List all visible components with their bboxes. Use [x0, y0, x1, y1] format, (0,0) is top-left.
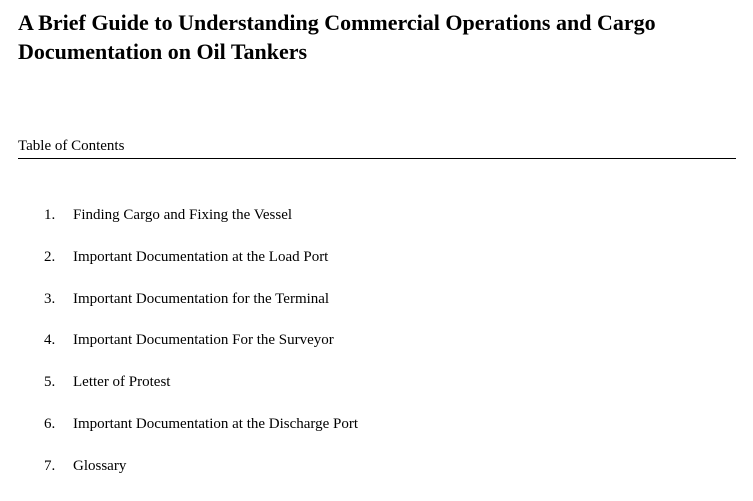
toc-list [0, 206, 753, 499]
toc-item-discharge-port[interactable] [0, 415, 753, 457]
toc-item-terminal[interactable] [0, 290, 753, 332]
toc-item-number: 2. [44, 248, 56, 265]
toc-item-number: 4. [44, 332, 56, 349]
toc-item-letter-of-protest[interactable] [0, 373, 753, 415]
toc-item-number: 7. [44, 457, 56, 474]
toc-item-number: 3. [44, 290, 56, 307]
toc-item-label[interactable]: Important Documentation at the Load Port [73, 248, 329, 265]
toc-item-finding-cargo[interactable] [0, 206, 753, 248]
toc-divider [18, 158, 736, 159]
toc-heading: Table of Contents [18, 138, 125, 154]
toc-item-label[interactable]: Important Documentation for the Terminal [73, 290, 330, 307]
document-title: A Brief Guide to Understanding Commercial Operations and Cargo Documentation on Oil Tankers [18, 10, 656, 64]
toc-item-surveyor[interactable] [0, 331, 753, 373]
toc-item-glossary[interactable] [0, 457, 753, 499]
toc-item-number: 1. [44, 207, 56, 223]
toc-item-load-port[interactable] [0, 248, 753, 290]
toc-item-label[interactable]: Important Documentation at the Discharge Port [73, 415, 359, 432]
toc-item-label[interactable]: Important Documentation For the Surveyor [73, 332, 334, 349]
toc-item-label[interactable]: Glossary [73, 457, 127, 474]
toc-item-number: 6. [44, 415, 56, 432]
toc-item-label[interactable]: Finding Cargo and Fixing the Vessel [73, 207, 293, 223]
toc-item-label[interactable]: Letter of Protest [73, 374, 171, 391]
toc-item-number: 5. [44, 374, 56, 391]
